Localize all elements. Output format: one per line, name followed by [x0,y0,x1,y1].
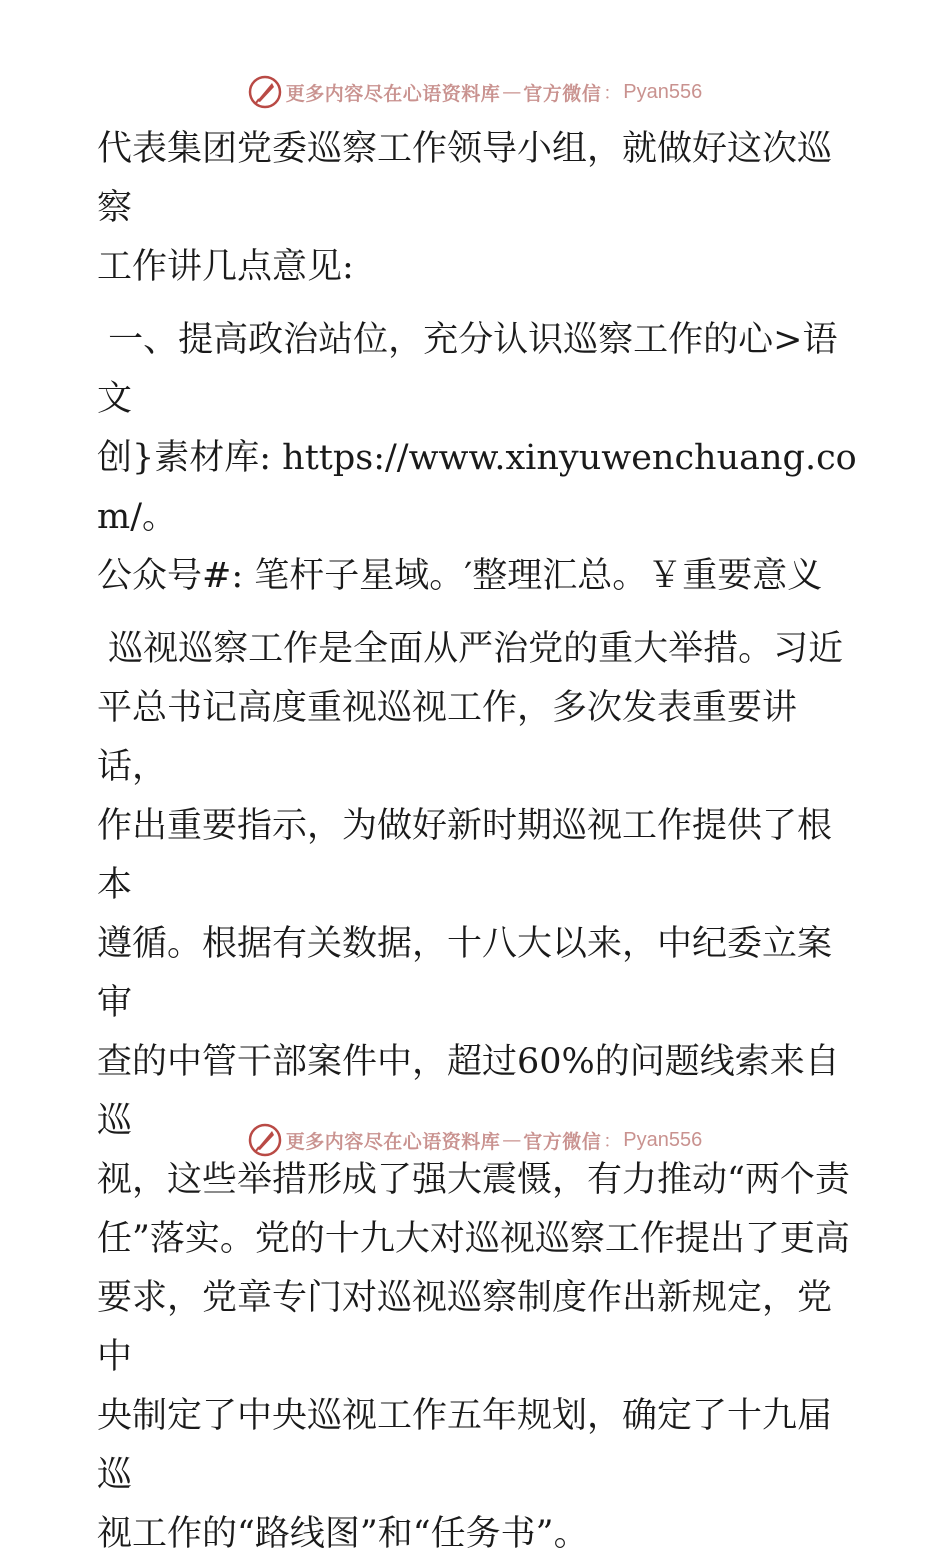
banner-slogan: 更多内容尽在心语资料库 [285,82,501,105]
document-body [97,120,857,1564]
feather-pen-icon [248,1123,282,1157]
body-line: 央制定了中央巡视工作五年规划，确定了十九届巡 [97,1396,833,1495]
body-line: 查的中管干部案件中，超过60%的问题线索来自巡 [97,1042,840,1141]
feather-pen-icon [248,75,282,109]
header-banner [0,72,950,112]
body-line: 平总书记高度重视巡视工作，多次发表重要讲话， [97,688,798,787]
body-line: 公众号#: 笔杆子星域。′整理汇总。￥重要意义 [97,556,823,596]
section-heading-line: 一、提高政治站位，充分认识巡察工作的心>语文 [97,320,838,419]
body-line: 工作讲几点意见: [97,247,354,287]
banner-separator: ： [603,83,622,104]
footer-banner [0,1120,950,1160]
body-line: 作出重要指示，为做好新时期巡视工作提供了根本 [97,806,833,905]
body-line: 巡视巡察工作是全面从严治党的重大举措。习近 [97,629,844,669]
body-line: 遵循。根据有关数据，十八大以来，中纪委立案审 [97,924,833,1023]
banner-separator: ： [603,1131,622,1152]
wechat-id: Pyan556 [623,1128,703,1151]
banner-dash: — [502,81,522,103]
body-line: 代表集团党委巡察工作领导小组，就做好这次巡察 [97,129,833,228]
body-line: 任”落实。党的十九大对巡视巡察工作提出了更高 [97,1219,850,1259]
banner-label: 官方微信 [523,82,602,105]
banner-dash: — [502,1129,522,1151]
wechat-id: Pyan556 [623,80,703,103]
banner-slogan: 更多内容尽在心语资料库 [285,1130,501,1153]
body-line: 视工作的“路线图”和“任务书”。 [97,1514,589,1554]
body-line: 创}素材库: https://www.xinyuwenchuang.com/。 [97,438,857,537]
body-line: 视，这些举措形成了强大震慑，有力推动“两个责 [97,1160,850,1200]
body-line: 要求，党章专门对巡视巡察制度作出新规定，党中 [97,1278,833,1377]
banner-label: 官方微信 [523,1130,602,1153]
